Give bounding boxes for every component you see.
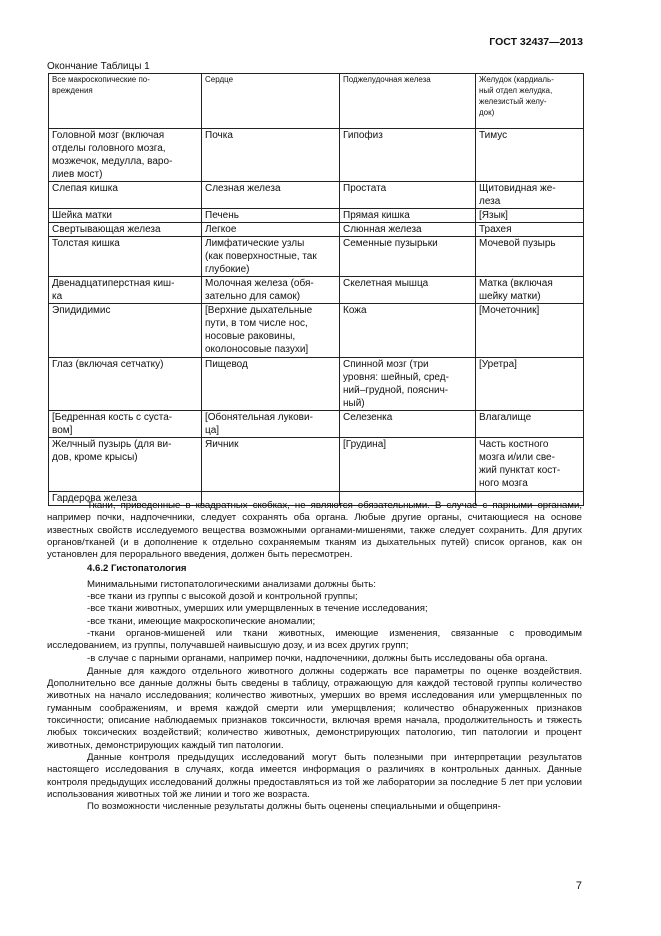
table-cell: [Обонятельная лукови- ца]: [202, 411, 340, 438]
table-cell: Скелетная мышца: [340, 277, 476, 304]
table-cell: Слезная железа: [202, 182, 340, 209]
list-item: -все ткани из группы с высокой дозой и контрольной группы;: [87, 591, 358, 603]
table-cell: Почка: [202, 129, 340, 182]
table-cell: Легкое: [202, 223, 340, 237]
table-cell: Мочевой пузырь: [476, 237, 584, 277]
table-cell: Толстая кишка: [49, 237, 202, 277]
table-cell: [Грудина]: [340, 438, 476, 492]
table-cell: [Верхние дыхательные пути, в том числе нос, носовые раковины, околоносовые пазухи]: [202, 304, 340, 358]
table-cell: Трахея: [476, 223, 584, 237]
table-cell: Пищевод: [202, 358, 340, 411]
table-cell: Селезенка: [340, 411, 476, 438]
table-cell: Молочная железа (обя- зательно для самок): [202, 277, 340, 304]
table-cell: Тимус: [476, 129, 584, 182]
table-cell: Печень: [202, 209, 340, 223]
list-item: -все ткани, имеющие макроскопические аномалии;: [87, 615, 316, 627]
organ-table: [48, 73, 584, 506]
paragraph-numerical-results: По возможности численные результаты должны быть оценены специальными и общеприня-: [87, 801, 501, 813]
table-cell: Эпидидимис: [49, 304, 202, 358]
table-cell: Простата: [340, 182, 476, 209]
table-caption: Окончание Таблицы 1: [47, 61, 150, 72]
table-cell: Головной мозг (включая отделы головного мозга, мозжечок, медулла, варо- лиев мост): [49, 129, 202, 182]
table-cell: Желудок (кардиаль- ный отдел желудка, железистый желу- док): [476, 74, 584, 129]
table-row: [49, 209, 584, 223]
table-header-row: [49, 74, 584, 129]
list-item: -все ткани животных, умерших или умерщвленных в течение исследования;: [87, 603, 428, 615]
table-row: [49, 358, 584, 411]
table-cell: Матка (включая шейку матки): [476, 277, 584, 304]
table-cell: Лимфатические узлы (как поверхностные, так глубокие): [202, 237, 340, 277]
table-cell: Слепая кишка: [49, 182, 202, 209]
table-row: [49, 411, 584, 438]
table-cell: [Бедренная кость с суста- вом]: [49, 411, 202, 438]
table-cell: [Язык]: [476, 209, 584, 223]
table-row: [49, 438, 584, 492]
table-cell: Спинной мозг (три уровня: шейный, сред- ний–грудной, пояснич- ный): [340, 358, 476, 411]
table-cell: [Уретра]: [476, 358, 584, 411]
table-cell: Сердце: [202, 74, 340, 129]
table-cell: Кожа: [340, 304, 476, 358]
body-text: [47, 500, 582, 813]
document-header: ГОСТ 32437—2013: [489, 36, 583, 48]
paragraph-animal-data: Данные для каждого отдельного животного должны содержать все параметры по оценке воздействия. Дополнительно все данные должны быть сведены в таблицу, отражающую для каждой тестовой группы количество животных на начало исследования; количество животных, умерших во время исследования или умерщвленных по гуманным соображениям, и время каждой смерти или умерщвления; количество обнаруженных признаков токсичности; описание наблюдаемых признаков токсичности, включая время начала, продолжительность и тяжесть любых токсических воздействий; количество животных, демонстрирующих патологию, тип патологии и процент животных, демонстрирующих каждый тип патологии.: [47, 665, 582, 751]
table-cell: Прямая кишка: [340, 209, 476, 223]
table-cell: Влагалище: [476, 411, 584, 438]
table-row: [49, 304, 584, 358]
table-cell: Щитовидная же- леза: [476, 182, 584, 209]
section-heading-histopathology: 4.6.2 Гистопатология: [87, 563, 187, 575]
table-row: [49, 182, 584, 209]
table-row: [49, 129, 584, 182]
table-cell: Желчный пузырь (для ви- дов, кроме крысы): [49, 438, 202, 492]
table-cell: Поджелудочная железа: [340, 74, 476, 129]
table-cell: [Мочеточник]: [476, 304, 584, 358]
table-row: [49, 223, 584, 237]
list-item: -ткани органов-мишеней или ткани животных, имеющие изменения, связанные с проводимым исследованием, из группы, получавшей наивысшую дозу, и из всех других групп;: [47, 627, 582, 652]
table-row: [49, 237, 584, 277]
table-cell: Слюнная железа: [340, 223, 476, 237]
table-cell: Гипофиз: [340, 129, 476, 182]
table-cell: Свертывающая железа: [49, 223, 202, 237]
table-row: [49, 277, 584, 304]
table-cell: Шейка матки: [49, 209, 202, 223]
table-cell: Яичник: [202, 438, 340, 492]
page-number: 7: [575, 880, 582, 892]
table-cell: Гардерова железа: [49, 492, 202, 506]
table-cell: Двенадцатиперстная киш- ка: [49, 277, 202, 304]
table-cell: Часть костного мозга и/или све- жий пунктат кост- ного мозга: [476, 438, 584, 492]
paragraph-historical-control: Данные контроля предыдущих исследований могут быть полезными при интерпретации результатов настоящего исследования в случаях, когда имеется информация о различиях в контрольных данных. Данные контроля предыдущих исследований должны предоставляться из той же лаборатории за последние 5 лет при условии использования животных той же линии и того же возраста.: [47, 751, 582, 800]
list-item: -в случае с парными органами, например почки, надпочечники, должны быть исследованы оба органа.: [87, 652, 548, 664]
table-cell: Глаз (включая сетчатку): [49, 358, 202, 411]
paragraph-minimal-analyses: Минимальными гистопатологическими анализами должны быть:: [87, 578, 376, 590]
table-cell: Все макроскопические по- вреждения: [49, 74, 202, 129]
table-cell: Семенные пузырьки: [340, 237, 476, 277]
paragraph-square-brackets: Ткани, приведенные в квадратных скобках, не являются обязательными. В случае с парными органами, например почки, надпочечники, следует сохранять оба органа. Любые другие органы, считающиеся на основе известных свойств исследуемого вещества возможными органами-мишенями, также следует сохранить. Для других органов/тканей (и в дополнение к отдельно сохраняемым тканям из дыхательных путей) список органов, как он установлен для перорального введения, должен быть пересмотрен.: [47, 500, 582, 561]
